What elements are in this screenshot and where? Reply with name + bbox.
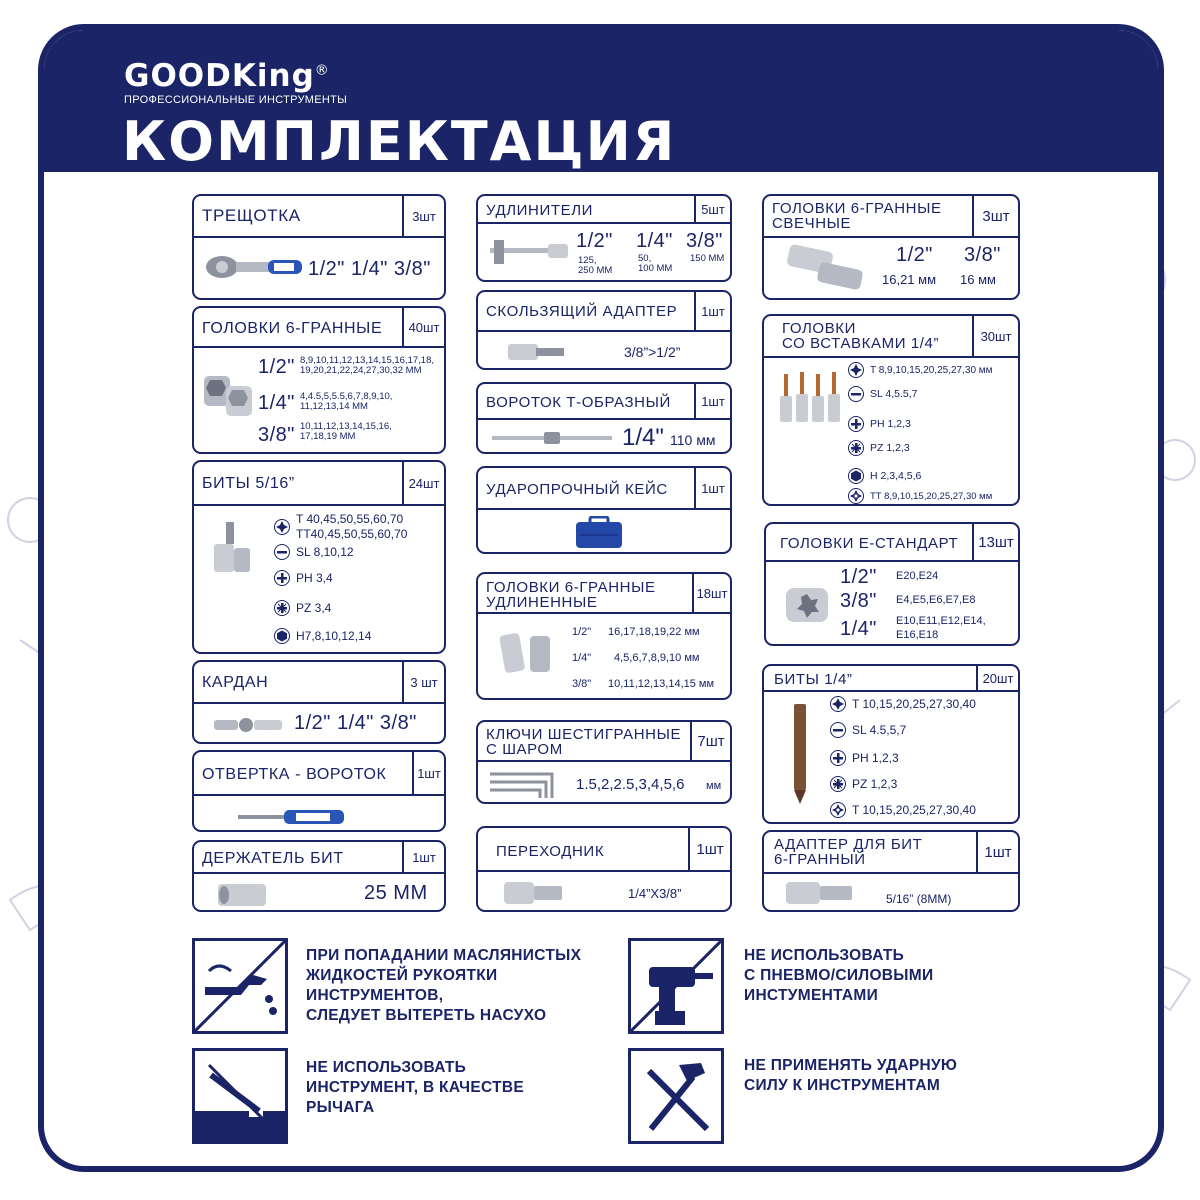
adapter-size: 1/4”X3/8” (628, 886, 682, 901)
hex-icon (848, 468, 864, 484)
bits-icon (208, 518, 254, 578)
slotted-icon (274, 544, 290, 560)
warning-lever-text: НЕ ИСПОЛЬЗОВАТЬ ИНСТРУМЕНТ, В КАЧЕСТВЕ РЫЧАГА (306, 1059, 524, 1116)
bit-row-tamper-torx (848, 488, 992, 504)
card-e-sockets (764, 522, 1020, 646)
bit-values: SL 4,5.5,7 (870, 388, 918, 400)
card-qty: 3шт (972, 196, 1018, 236)
warning-oil-text: ПРИ ПОПАДАНИИ МАСЛЯНИСТЫХ ЖИДКОСТЕЙ РУКОЯТКИ ИНСТРУМЕНТОВ, СЛЕДУЕТ ВЫТЕРЕТЬ НАСУХО (306, 947, 582, 1024)
bit-row-tamper-torx (830, 802, 976, 818)
card-title: ДЕРЖАТЕЛЬ БИТ (202, 850, 344, 867)
size-label: 3/8" (258, 424, 295, 446)
pozidriv-icon (848, 440, 864, 456)
size-label: 1/2" (896, 244, 933, 266)
socket-set-icon (200, 366, 256, 422)
card-adapter (476, 826, 732, 912)
size-values: E20,E24 (896, 570, 939, 582)
warning-power-tools-icon (628, 938, 724, 1034)
torx-icon (830, 696, 846, 712)
card-qty: 1шт (694, 468, 730, 508)
card-title: УДАРОПРОЧНЫЙ КЕЙС (486, 481, 668, 498)
pozidriv-icon (830, 776, 846, 792)
card-bits-5-16 (192, 460, 446, 654)
ratchet-sizes: 1/2" 1/4" 3/8" (308, 258, 431, 280)
bit-row-phillips (848, 416, 911, 432)
spark-socket-icon (782, 244, 872, 292)
card-title: ГОЛОВКИ 6-ГРАННЫЕ УДЛИНЕННЫЕ (486, 579, 656, 611)
card-case (476, 466, 732, 554)
size-values: 125, 250 MM (578, 255, 613, 276)
bit-values: H 2,3,4,5,6 (870, 470, 922, 482)
card-qty: 3шт (402, 196, 444, 236)
bit-row-torx (848, 362, 993, 378)
size-values: 10,11,12,13,14,15 мм (608, 678, 715, 690)
card-title: КЛЮЧИ ШЕСТИГРАННЫЕ С ШАРОМ (486, 726, 682, 758)
bit-row-slotted (848, 386, 917, 402)
card-title: ГОЛОВКИ 6-ГРАННЫЕ СВЕЧНЫЕ (772, 200, 942, 232)
hex-keys-icon (486, 768, 562, 802)
size-label: 1/2" (572, 626, 592, 638)
card-title: ОТВЕРТКА - ВОРОТОК (202, 766, 387, 783)
card-qty: 1шт (402, 842, 444, 872)
size-label: 1/4" (258, 392, 295, 414)
ratchet-icon (204, 252, 304, 282)
card-title: ГОЛОВКИ СО ВСТАВКАМИ 1/4” (782, 320, 940, 352)
bit-row-hex (274, 628, 371, 644)
card-deep-sockets (476, 572, 732, 700)
bit-values: T 10,15,20,25,27,30,40 (852, 697, 976, 711)
bit-row-slotted (274, 544, 354, 560)
u-joint-sizes: 1/2" 1/4" 3/8" (294, 712, 417, 734)
warning-impact-icon (628, 1048, 724, 1144)
bit-values: T 8,9,10,15,20,25,27,30 мм (870, 364, 993, 376)
card-title: ВОРОТОК Т-ОБРАЗНЫЙ (486, 394, 671, 411)
adapter-icon (502, 878, 566, 908)
size-values: 150 MM (690, 253, 725, 264)
card-qty: 1шт (694, 384, 730, 418)
size-label: 3/8" (686, 230, 723, 252)
bit-row-torx (274, 512, 407, 542)
card-qty: 5шт (694, 196, 730, 222)
bit-row-pozidriv (830, 776, 897, 792)
bit-values: TT 8,9,10,15,20,25,27,30 мм (870, 490, 993, 502)
size-values: 16,17,18,19,22 мм (608, 626, 700, 638)
bit-adapter-icon (784, 878, 856, 908)
extension-icon (488, 236, 572, 264)
hex-keys-unit: мм (706, 780, 722, 792)
t-bar-length: 110 мм (670, 432, 716, 448)
bit-values: PH 1,2,3 (852, 751, 899, 765)
size-values: 4,4.5,5,5.5,6,7,8,9,10, 11,12,13,14 MM (300, 391, 393, 412)
bit-row-pozidriv (274, 600, 331, 616)
phillips-icon (830, 750, 846, 766)
size-values: 16,21 мм (882, 272, 937, 287)
screwdriver-icon (238, 808, 348, 826)
card-qty: 24шт (402, 462, 444, 504)
bit-values: PZ 1,2,3 (870, 442, 910, 454)
card-bit-adapter (762, 830, 1020, 912)
tamper-torx-icon (848, 488, 864, 504)
card-qty: 1шт (976, 832, 1018, 872)
brand-tagline: ПРОФЕССИОНАЛЬНЫЕ ИНСТРУМЕНТЫ (124, 94, 348, 106)
card-qty: 1шт (688, 828, 730, 870)
card-t-bar (476, 382, 732, 454)
card-qty: 18шт (692, 574, 730, 612)
card-qty: 13шт (972, 524, 1018, 560)
bit-values: SL 4.5,5,7 (852, 723, 907, 737)
torx-icon (274, 519, 290, 535)
size-values: E4,E5,E6,E7,E8 (896, 594, 976, 606)
card-qty: 20шт (976, 666, 1018, 690)
t-bar-size: 1/4" (622, 424, 664, 451)
phillips-icon (274, 570, 290, 586)
bit-values: H7,8,10,12,14 (296, 629, 372, 643)
bit-holder-icon (216, 880, 276, 910)
card-qty: 7шт (690, 722, 730, 760)
bit-values: PH 3,4 (296, 571, 333, 585)
tamper-torx-icon (830, 802, 846, 818)
card-bit-holder (192, 840, 446, 912)
size-label: 3/8" (840, 590, 877, 612)
bit-values: T 40,45,50,55,60,70 TT40,45,50,55,60,70 (296, 512, 408, 541)
header-banner (44, 30, 1158, 172)
card-sockets-6 (192, 306, 446, 454)
t-bar-icon (492, 430, 616, 446)
size-label: 1/2" (840, 566, 877, 588)
card-ratchet (192, 194, 446, 300)
card-title: КАРДАН (202, 674, 269, 691)
warning-impact-text: НЕ ПРИМЕНЯТЬ УДАРНУЮ СИЛУ К ИНСТРУМЕНТАМ (744, 1057, 958, 1094)
slotted-icon (848, 386, 864, 402)
bit-row-torx (830, 696, 976, 712)
warning-lever-icon (192, 1048, 288, 1144)
bit-adapter-size: 5/16” (8MM) (886, 892, 952, 906)
card-title: ПЕРЕХОДНИК (496, 843, 605, 860)
card-title: БИТЫ 5/16” (202, 475, 295, 492)
card-bit-sockets (762, 314, 1020, 506)
e-socket-icon (784, 582, 838, 628)
card-hex-keys (476, 720, 732, 804)
card-qty: 3 шт (402, 662, 444, 702)
card-bits-1-4 (762, 664, 1020, 824)
card-qty: 40шт (402, 308, 444, 346)
card-spark-sockets (762, 194, 1020, 300)
page-title: КОМПЛЕКТАЦИЯ (122, 110, 677, 173)
bit-holder-size: 25 MM (364, 882, 428, 904)
u-joint-icon (212, 714, 284, 734)
card-title: СКОЛЬЗЯЩИЙ АДАПТЕР (486, 303, 678, 320)
warning-oil-icon (192, 938, 288, 1034)
card-title: БИТЫ 1/4” (774, 671, 853, 688)
bit-values: SL 8,10,12 (296, 545, 354, 559)
bit-row-hex (848, 468, 921, 484)
card-qty: 30шт (972, 316, 1018, 356)
hex-keys-sizes: 1.5,2,2.5,3,4,5,6 (576, 776, 685, 793)
bit-socket-icon (776, 366, 846, 430)
size-values: 10,11,12,13,14,15,16, 17,18,19 MM (300, 421, 392, 442)
bit-row-phillips (830, 750, 899, 766)
size-values: 8,9,10,11,12,13,14,15,16,17,18, 19,20,21,22,24,27,30,32 MM (300, 355, 434, 376)
card-qty: 1шт (412, 752, 444, 794)
card-title: АДАПТЕР ДЛЯ БИТ 6-ГРАННЫЙ (774, 836, 923, 868)
phillips-icon (848, 416, 864, 432)
case-icon (574, 516, 624, 550)
size-label: 1/2" (258, 356, 295, 378)
bit-values: PH 1,2,3 (870, 418, 911, 430)
size-label: 1/4" (572, 652, 592, 664)
bit-row-phillips (274, 570, 333, 586)
size-label: 3/8" (572, 678, 592, 690)
hex-icon (274, 628, 290, 644)
size-values: E10,E11,E12,E14, E16,E18 (896, 615, 986, 641)
brand-logo: GOODKing® (124, 58, 330, 94)
card-sliding-adapter (476, 290, 732, 370)
size-label: 1/4" (636, 230, 673, 252)
card-title: ГОЛОВКИ Е-СТАНДАРТ (780, 535, 959, 552)
deep-socket-icon (498, 632, 566, 674)
card-qty: 1шт (694, 292, 730, 330)
size-values: 4,5,6,7,8,9,10 мм (614, 652, 700, 664)
bit-values: PZ 3,4 (296, 601, 332, 615)
card-title: УДЛИНИТЕЛИ (486, 202, 594, 219)
pozidriv-icon (274, 600, 290, 616)
size-values: 16 мм (960, 272, 996, 287)
card-screwdriver-handle (192, 750, 446, 832)
card-extensions (476, 194, 732, 282)
sliding-adapter-size: 3/8”>1/2” (624, 344, 681, 360)
bit-row-pozidriv (848, 440, 910, 456)
warning-power-tools-text: НЕ ИСПОЛЬЗОВАТЬ С ПНЕВМО/СИЛОВЫМИ ИНСТУМЕНТАМИ (744, 947, 934, 1004)
size-label: 3/8" (964, 244, 1001, 266)
torx-icon (848, 362, 864, 378)
bit-values: T 10,15,20,25,27,30,40 (852, 803, 976, 817)
bit-icon (786, 702, 816, 806)
size-label: 1/4" (840, 618, 877, 640)
bit-values: PZ 1,2,3 (852, 777, 898, 791)
card-title: ТРЕЩОТКА (202, 206, 301, 225)
size-label: 1/2" (576, 230, 613, 252)
sliding-adapter-icon (506, 338, 566, 366)
size-values: 50, 100 MM (638, 253, 673, 274)
bit-row-slotted (830, 722, 906, 738)
card-u-joint (192, 660, 446, 744)
slotted-icon (830, 722, 846, 738)
card-title: ГОЛОВКИ 6-ГРАННЫЕ (202, 320, 383, 337)
